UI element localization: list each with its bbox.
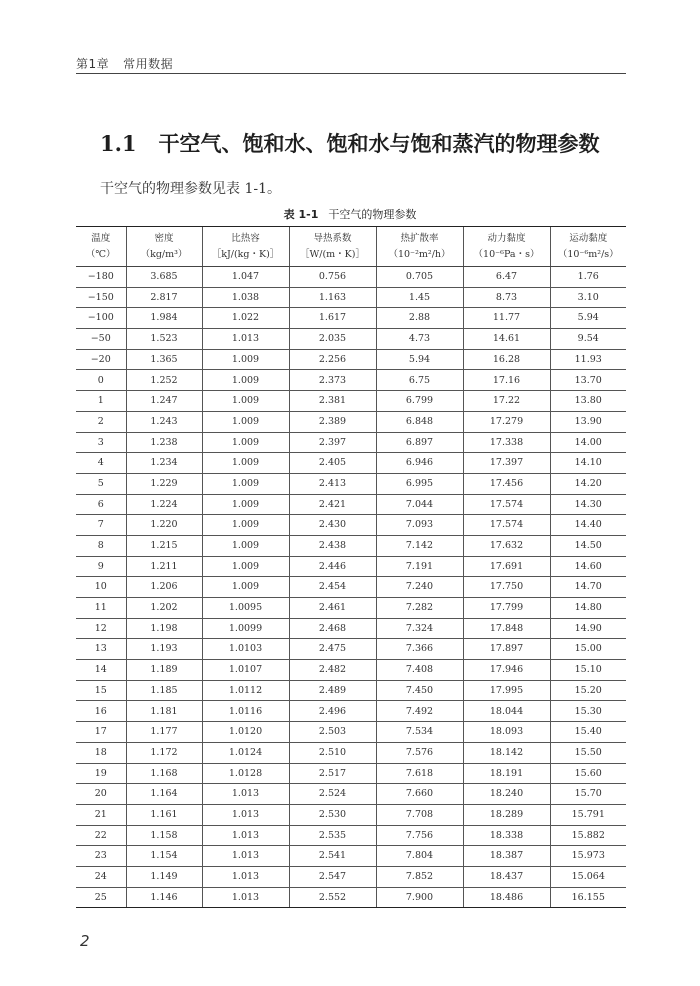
table-cell: 4 [76, 453, 126, 474]
table-cell: 6 [76, 494, 126, 515]
column-header-name: 动力黏度 [487, 232, 526, 244]
table-cell: 15.064 [550, 866, 626, 887]
table-cell: 2.503 [289, 722, 376, 743]
table-cell: 1.009 [202, 515, 289, 536]
table-cell: 11 [76, 598, 126, 619]
table-cell: 1.181 [126, 701, 202, 722]
table-cell: 7.756 [376, 825, 463, 846]
intro-paragraph: 干空气的物理参数见表 1-1。 [100, 181, 281, 197]
table-cell: 6.946 [376, 453, 463, 474]
chapter-title: 常用数据 [123, 57, 174, 71]
table-cell: 2.446 [289, 556, 376, 577]
column-header-unit: （℃） [85, 249, 116, 260]
table-cell: 1.238 [126, 432, 202, 453]
table-cell: 2.88 [376, 308, 463, 329]
table-cell: 18.486 [463, 887, 550, 908]
table-cell: 1.76 [550, 267, 626, 288]
table-cell: 7.044 [376, 494, 463, 515]
table-cell: 7.900 [376, 887, 463, 908]
table-cell: 18.437 [463, 866, 550, 887]
table-cell: 8.73 [463, 287, 550, 308]
table-cell: 1.0120 [202, 722, 289, 743]
table-cell: 1.220 [126, 515, 202, 536]
table-cell: 1.009 [202, 349, 289, 370]
table-cell: 17.995 [463, 680, 550, 701]
page-number: 2 [80, 932, 90, 950]
table-cell: 6.75 [376, 370, 463, 391]
table-cell: 1.009 [202, 556, 289, 577]
table-cell: 15.30 [550, 701, 626, 722]
table-cell: 1.009 [202, 494, 289, 515]
table-header [76, 227, 626, 267]
table-cell: 13.90 [550, 411, 626, 432]
table-cell: 13.80 [550, 391, 626, 412]
table-cell: 2.541 [289, 846, 376, 867]
chapter-label: 第1章 [76, 57, 110, 71]
table-cell: 7.093 [376, 515, 463, 536]
table-cell: 1.047 [202, 267, 289, 288]
table-cell: 6.897 [376, 432, 463, 453]
table-cell: 2.489 [289, 680, 376, 701]
column-header [202, 227, 289, 267]
table-cell: 7.618 [376, 763, 463, 784]
table-cell: 1.013 [202, 825, 289, 846]
table-row [76, 535, 626, 556]
table-cell: 14.20 [550, 473, 626, 494]
table-row [76, 494, 626, 515]
table-cell: 6.799 [376, 391, 463, 412]
table-cell: 15.60 [550, 763, 626, 784]
table-cell: 14.10 [550, 453, 626, 474]
table-cell: 7.492 [376, 701, 463, 722]
table-row [76, 763, 626, 784]
table-row [76, 846, 626, 867]
column-header-unit: （10⁻⁶Pa・s） [473, 249, 540, 260]
table-cell: 1.211 [126, 556, 202, 577]
table-row [76, 391, 626, 412]
table-cell: 25 [76, 887, 126, 908]
table-cell: 15.40 [550, 722, 626, 743]
table-cell: 5.94 [550, 308, 626, 329]
table-cell: 14.80 [550, 598, 626, 619]
table-caption-title: 干空气的物理参数 [328, 208, 417, 221]
table-cell: 15.00 [550, 639, 626, 660]
table-cell: 17.574 [463, 494, 550, 515]
table-cell: 14.50 [550, 535, 626, 556]
table-cell: 17.848 [463, 618, 550, 639]
table-cell: 1.009 [202, 453, 289, 474]
table-cell: 1.0095 [202, 598, 289, 619]
table-row [76, 370, 626, 391]
table-row [76, 639, 626, 660]
table-cell: 16 [76, 701, 126, 722]
table-cell: 7.324 [376, 618, 463, 639]
dry-air-properties-table [76, 226, 626, 908]
table-cell: 1.009 [202, 473, 289, 494]
column-header-unit: ［W/(m・K)］ [300, 249, 365, 260]
table-cell: 14.90 [550, 618, 626, 639]
table-cell: 1.013 [202, 866, 289, 887]
table-cell: 2.454 [289, 577, 376, 598]
table-cell: 1.009 [202, 432, 289, 453]
table-cell: 7.282 [376, 598, 463, 619]
table-row [76, 722, 626, 743]
column-header [289, 227, 376, 267]
table-cell: 15.20 [550, 680, 626, 701]
table-cell: 17.279 [463, 411, 550, 432]
table-cell: 20 [76, 784, 126, 805]
table-row [76, 742, 626, 763]
table-cell: 1.009 [202, 535, 289, 556]
table-row [76, 825, 626, 846]
table-cell: 18.191 [463, 763, 550, 784]
table-cell: 17.16 [463, 370, 550, 391]
table-cell: 14.61 [463, 329, 550, 350]
column-header-name: 比热容 [231, 232, 260, 244]
table-cell: 18.387 [463, 846, 550, 867]
table-cell: 1.164 [126, 784, 202, 805]
table-row [76, 598, 626, 619]
table-row [76, 411, 626, 432]
table-cell: 9 [76, 556, 126, 577]
table-cell: 2.413 [289, 473, 376, 494]
table-cell: 21 [76, 804, 126, 825]
table-row [76, 287, 626, 308]
column-header-unit: （10⁻⁶m²/s） [557, 249, 619, 260]
table-cell: 22 [76, 825, 126, 846]
table-cell: 2.468 [289, 618, 376, 639]
table-row [76, 432, 626, 453]
table-cell: 3.10 [550, 287, 626, 308]
table-cell: 2.421 [289, 494, 376, 515]
table-cell: 9.54 [550, 329, 626, 350]
table-cell: 7.576 [376, 742, 463, 763]
table-cell: 1 [76, 391, 126, 412]
table-cell: 1.013 [202, 887, 289, 908]
table-cell: 17.750 [463, 577, 550, 598]
table-cell: 6.47 [463, 267, 550, 288]
table-cell: 6.995 [376, 473, 463, 494]
table-cell: 2 [76, 411, 126, 432]
table-cell: 17.338 [463, 432, 550, 453]
table-cell: 1.168 [126, 763, 202, 784]
table-cell: −150 [76, 287, 126, 308]
table-row [76, 267, 626, 288]
table-cell: 2.438 [289, 535, 376, 556]
section-number: 1.1 [100, 131, 137, 156]
table-cell: 1.234 [126, 453, 202, 474]
table-cell: 1.185 [126, 680, 202, 701]
table-cell: 1.038 [202, 287, 289, 308]
table-cell: 7.660 [376, 784, 463, 805]
table-cell: 23 [76, 846, 126, 867]
table-cell: 0 [76, 370, 126, 391]
table-cell: 18.142 [463, 742, 550, 763]
table-cell: 13 [76, 639, 126, 660]
table-cell: 2.496 [289, 701, 376, 722]
table-row [76, 618, 626, 639]
table-cell: 17.397 [463, 453, 550, 474]
table-cell: 7.408 [376, 660, 463, 681]
table-cell: 1.022 [202, 308, 289, 329]
table-cell: 1.0107 [202, 660, 289, 681]
table-cell: 2.397 [289, 432, 376, 453]
table-caption-number: 表 1-1 [283, 208, 319, 221]
table-cell: 1.154 [126, 846, 202, 867]
table-cell: 2.389 [289, 411, 376, 432]
table-cell: 15.791 [550, 804, 626, 825]
table-cell: 2.552 [289, 887, 376, 908]
table-row [76, 473, 626, 494]
table-cell: 14.60 [550, 556, 626, 577]
table-cell: 15.10 [550, 660, 626, 681]
table-cell: 15 [76, 680, 126, 701]
table-cell: 1.215 [126, 535, 202, 556]
column-header-name: 导热系数 [313, 232, 352, 244]
table-cell: 16.28 [463, 349, 550, 370]
table-cell: 1.224 [126, 494, 202, 515]
table-cell: 7.191 [376, 556, 463, 577]
column-header [126, 227, 202, 267]
table-cell: 1.523 [126, 329, 202, 350]
table-row [76, 308, 626, 329]
running-head [76, 55, 173, 72]
column-header-unit: ［kJ/(kg・K)］ [211, 249, 280, 260]
table-cell: 1.009 [202, 370, 289, 391]
table-cell: 1.0099 [202, 618, 289, 639]
table-cell: 17.22 [463, 391, 550, 412]
table-cell: 15.882 [550, 825, 626, 846]
table-cell: 24 [76, 866, 126, 887]
table-cell: 17.946 [463, 660, 550, 681]
table-cell: 17.691 [463, 556, 550, 577]
table-cell: 1.009 [202, 411, 289, 432]
table-cell: 17.799 [463, 598, 550, 619]
table-cell: 17.897 [463, 639, 550, 660]
table-cell: 2.035 [289, 329, 376, 350]
table-cell: 1.206 [126, 577, 202, 598]
column-header-unit: （kg/m³） [140, 249, 188, 260]
table-cell: 2.817 [126, 287, 202, 308]
header-row [76, 227, 626, 267]
table-cell: 1.013 [202, 784, 289, 805]
table-cell: −100 [76, 308, 126, 329]
table-cell: 2.405 [289, 453, 376, 474]
table-cell: 17.574 [463, 515, 550, 536]
column-header-name: 运动黏度 [569, 232, 608, 244]
table-cell: 5.94 [376, 349, 463, 370]
table-cell: 17 [76, 722, 126, 743]
table-cell: 2.547 [289, 866, 376, 887]
table-cell: 14.00 [550, 432, 626, 453]
table-cell: 18.338 [463, 825, 550, 846]
table-cell: 7 [76, 515, 126, 536]
table-cell: 1.0103 [202, 639, 289, 660]
table-cell: 2.381 [289, 391, 376, 412]
table-cell: 7.450 [376, 680, 463, 701]
column-header-name: 热扩散率 [400, 232, 439, 244]
table-row [76, 804, 626, 825]
table-row [76, 680, 626, 701]
table-cell: −20 [76, 349, 126, 370]
table-cell: 1.0124 [202, 742, 289, 763]
table-cell: 3.685 [126, 267, 202, 288]
table-cell: 11.77 [463, 308, 550, 329]
table-row [76, 784, 626, 805]
table-cell: 1.243 [126, 411, 202, 432]
table-cell: 4.73 [376, 329, 463, 350]
table-cell: 7.804 [376, 846, 463, 867]
table-cell: 1.984 [126, 308, 202, 329]
table-cell: 2.535 [289, 825, 376, 846]
table-cell: 2.430 [289, 515, 376, 536]
table-cell: 2.256 [289, 349, 376, 370]
table-cell: 2.461 [289, 598, 376, 619]
table-row [76, 329, 626, 350]
section-title [100, 128, 600, 158]
table-cell: 19 [76, 763, 126, 784]
table-cell: 13.70 [550, 370, 626, 391]
column-header [463, 227, 550, 267]
table-row [76, 887, 626, 908]
table-cell: 2.475 [289, 639, 376, 660]
table-cell: 1.202 [126, 598, 202, 619]
table-cell: 7.534 [376, 722, 463, 743]
table-cell: 1.172 [126, 742, 202, 763]
table-row [76, 556, 626, 577]
table-cell: 5 [76, 473, 126, 494]
table-cell: 1.177 [126, 722, 202, 743]
table-cell: 1.189 [126, 660, 202, 681]
table-cell: 15.70 [550, 784, 626, 805]
column-header [376, 227, 463, 267]
table-cell: 1.009 [202, 391, 289, 412]
table-cell: 1.247 [126, 391, 202, 412]
table-cell: 10 [76, 577, 126, 598]
table-cell: 1.161 [126, 804, 202, 825]
table-row [76, 866, 626, 887]
table-row [76, 515, 626, 536]
table-row [76, 660, 626, 681]
table-cell: 12 [76, 618, 126, 639]
column-header-name: 密度 [154, 232, 174, 244]
table-cell: 2.530 [289, 804, 376, 825]
table-cell: 2.482 [289, 660, 376, 681]
table-cell: 1.146 [126, 887, 202, 908]
table-cell: 1.163 [289, 287, 376, 308]
table-cell: 1.252 [126, 370, 202, 391]
table-cell: 7.366 [376, 639, 463, 660]
table-cell: 18 [76, 742, 126, 763]
table-cell: 7.240 [376, 577, 463, 598]
table-cell: 14.40 [550, 515, 626, 536]
table-cell: 8 [76, 535, 126, 556]
table-cell: 1.0128 [202, 763, 289, 784]
column-header-unit: （10⁻²m²/h） [388, 249, 451, 260]
table-row [76, 349, 626, 370]
table-cell: 2.524 [289, 784, 376, 805]
table-cell: 3 [76, 432, 126, 453]
table-cell: 1.158 [126, 825, 202, 846]
table-cell: 1.198 [126, 618, 202, 639]
table-cell: 16.155 [550, 887, 626, 908]
table-cell: 18.093 [463, 722, 550, 743]
table-cell: 14.30 [550, 494, 626, 515]
table-cell: 1.013 [202, 804, 289, 825]
table-cell: 18.044 [463, 701, 550, 722]
table-cell: −50 [76, 329, 126, 350]
table-cell: 1.617 [289, 308, 376, 329]
table-cell: 17.632 [463, 535, 550, 556]
table-cell: 1.009 [202, 577, 289, 598]
table-cell: 15.50 [550, 742, 626, 763]
table-cell: 1.013 [202, 846, 289, 867]
table-body [76, 267, 626, 908]
table-cell: −180 [76, 267, 126, 288]
table-row [76, 701, 626, 722]
column-header [76, 227, 126, 267]
table-cell: 7.142 [376, 535, 463, 556]
table-cell: 1.45 [376, 287, 463, 308]
table-row [76, 453, 626, 474]
table-caption [0, 206, 700, 222]
table-cell: 1.149 [126, 866, 202, 887]
table-cell: 14 [76, 660, 126, 681]
table-cell: 2.517 [289, 763, 376, 784]
table-cell: 2.510 [289, 742, 376, 763]
column-header-name: 温度 [91, 232, 111, 244]
column-header [550, 227, 626, 267]
table-row [76, 577, 626, 598]
table-cell: 1.365 [126, 349, 202, 370]
table-cell: 0.756 [289, 267, 376, 288]
table-cell: 1.0112 [202, 680, 289, 701]
table-cell: 1.193 [126, 639, 202, 660]
table-cell: 14.70 [550, 577, 626, 598]
table-cell: 7.852 [376, 866, 463, 887]
table-cell: 0.705 [376, 267, 463, 288]
table-cell: 18.289 [463, 804, 550, 825]
header-rule [76, 73, 626, 74]
table-cell: 1.013 [202, 329, 289, 350]
table-cell: 15.973 [550, 846, 626, 867]
table-cell: 6.848 [376, 411, 463, 432]
table-cell: 1.229 [126, 473, 202, 494]
table-cell: 18.240 [463, 784, 550, 805]
section-title-text: 干空气、饱和水、饱和水与饱和蒸汽的物理参数 [158, 131, 600, 156]
table-cell: 7.708 [376, 804, 463, 825]
table-cell: 11.93 [550, 349, 626, 370]
table-cell: 17.456 [463, 473, 550, 494]
table-cell: 2.373 [289, 370, 376, 391]
table-cell: 1.0116 [202, 701, 289, 722]
